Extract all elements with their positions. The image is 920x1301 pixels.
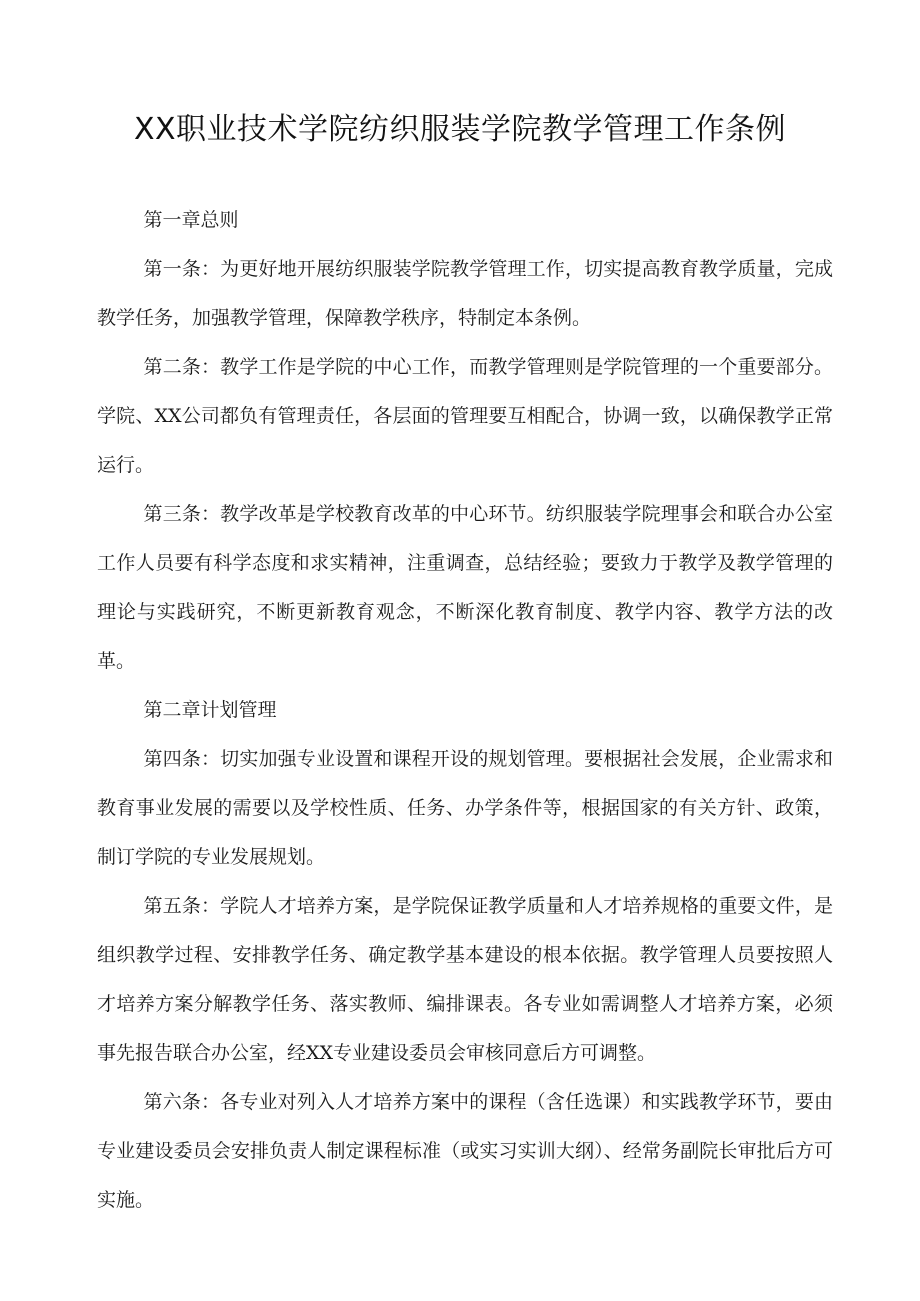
page-title: XX职业技术学院纺织服装学院教学管理工作条例 [133,112,787,147]
article-paragraph: 第二条：教学工作是学院的中心工作，而教学管理则是学院管理的一个重要部分。学院、XX公司都负有管理责任，各层面的管理要互相配合，协调一致，以确保教学正常运行。 [97,356,833,476]
document-body [97,196,833,1225]
chapter-heading: 第二章计划管理 [143,699,277,721]
article-paragraph: 第四条：切实加强专业设置和课程开设的规划管理。要根据社会发展，企业需求和教育事业发展的需要以及学校性质、任务、办学条件等，根据国家的有关方针、政策，制订学院的专业发展规划。 [97,748,833,868]
article-paragraph: 第六条：各专业对列入人才培养方案中的课程（含任选课）和实践教学环节，要由专业建设委员会安排负责人制定课程标准（或实习实训大纲）、经常务副院长审批后方可实施。 [97,1091,833,1211]
chapter-heading: 第一章总则 [143,209,239,231]
article-paragraph: 第五条：学院人才培养方案，是学院保证教学质量和人才培养规格的重要文件，是组织教学过程、安排教学任务、确定教学基本建设的根本依据。教学管理人员要按照人才培养方案分解教学任务、落实教师、编排课表。各专业如需调整人才培养方案，必须事先报告联合办公室，经XX专业建设委员会审核同意后方可调整。 [97,895,833,1064]
article-paragraph: 第一条：为更好地开展纺织服装学院教学管理工作，切实提高教育教学质量，完成教学任务，加强教学管理，保障教学秩序，特制定本条例。 [97,258,833,329]
article-paragraph: 第三条：教学改革是学校教育改革的中心环节。纺织服装学院理事会和联合办公室工作人员要有科学态度和求实精神，注重调查，总结经验；要致力于教学及教学管理的理论与实践研究，不断更新教育观念，不断深化教育制度、教学内容、教学方法的改革。 [97,503,833,672]
